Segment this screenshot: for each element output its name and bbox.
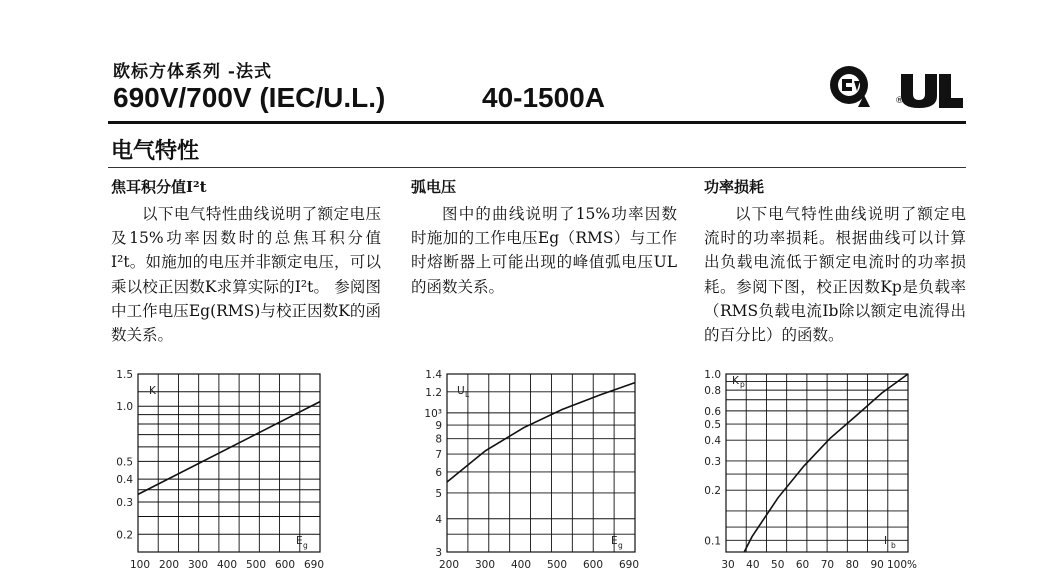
x-tick-label: 400 xyxy=(216,559,238,571)
x-axis-title: E xyxy=(611,535,618,547)
voltage-rating: 690V/700V (IEC/U.L.) xyxy=(113,82,386,113)
x-tick-label: 500 xyxy=(546,559,568,571)
chart-arc-voltage-svg xyxy=(405,362,645,577)
x-tick-label: 60 xyxy=(795,559,810,571)
arc-voltage-body: 图中的曲线说明了15%功率因数时施加的工作电压Eg（RMS）与工作时熔断器上可能出现的峰值弧电压UL的函数关系。 xyxy=(411,205,677,296)
chart-frame xyxy=(138,374,320,552)
y-tick-label: 8 xyxy=(435,433,442,446)
series-label: 欧标方体系列 -法式 xyxy=(113,62,272,82)
chart-power-loss-svg xyxy=(698,362,933,577)
y-tick-label: 0.5 xyxy=(704,419,721,432)
ul-logo xyxy=(897,70,967,114)
chart-arc-voltage xyxy=(405,362,645,581)
y-tick-label: 5 xyxy=(435,487,442,500)
y-tick-label: 1.5 xyxy=(116,369,133,381)
x-axis-title-sub: g xyxy=(303,541,308,550)
y-axis-title: U xyxy=(457,385,465,397)
y-tick-label: 0.2 xyxy=(704,485,721,498)
power-loss-body: 以下电气特性曲线说明了额定电流时的功率损耗。根据曲线可以计算出负载电流低于额定电流时的功率损耗。参阅下图，校正因数Kp是负载率（RMS负载电流Ib除以额定电流得出的百分比）的函数。 xyxy=(704,205,966,345)
x-tick-label: 600 xyxy=(582,559,604,571)
x-tick-label: 40 xyxy=(746,559,760,571)
x-tick-label: 600 xyxy=(274,559,296,571)
y-tick-label: 0.1 xyxy=(704,535,721,548)
i2t-body: 以下电气特性曲线说明了额定电压及15%功率因数时的总焦耳积分值I²t。如施加的电压并非额定电压，可以乘以校正因数K求算实际的I²t。 参阅图中工作电压Eg(RMS)与校正因数K的函数关系。 xyxy=(111,205,381,345)
x-tick-label: 300 xyxy=(187,559,209,571)
y-axis-title: K xyxy=(732,375,739,387)
column-power-loss xyxy=(704,176,966,347)
x-tick-label: 100% xyxy=(886,559,918,571)
column-i2t xyxy=(111,176,381,347)
section-title: 电气特性 xyxy=(111,138,200,164)
power-loss-heading: 功率损耗 xyxy=(704,178,765,196)
y-tick-label: 4 xyxy=(435,513,442,526)
column-arc-voltage xyxy=(411,176,677,299)
y-axis-title-sub: p xyxy=(740,380,745,389)
y-axis-title: K xyxy=(149,385,156,397)
x-axis-title: I xyxy=(884,535,888,547)
y-axis-title-sub: L xyxy=(465,390,470,399)
series-line xyxy=(447,383,635,482)
registered-mark: ® xyxy=(895,96,904,106)
x-axis-title-sub: g xyxy=(618,541,623,550)
x-tick-label: 30 xyxy=(721,559,735,571)
x-tick-label: 50 xyxy=(771,559,785,571)
y-tick-label: 1.0 xyxy=(704,369,721,381)
y-tick-label: 9 xyxy=(435,420,442,433)
x-tick-label: 300 xyxy=(474,559,496,571)
y-tick-label: 0.3 xyxy=(704,455,721,468)
product-title xyxy=(113,82,605,114)
y-tick-label: 7 xyxy=(435,449,442,462)
x-tick-label: 690 xyxy=(303,559,325,571)
x-tick-label: 80 xyxy=(845,559,859,571)
y-tick-label: 6 xyxy=(435,466,442,479)
x-tick-label: 500 xyxy=(245,559,267,571)
header-rule xyxy=(108,121,966,124)
y-tick-label: 0.3 xyxy=(116,497,133,510)
chart-frame xyxy=(447,374,635,552)
i2t-heading: 焦耳积分值I²t xyxy=(111,178,207,196)
y-tick-label: 0.4 xyxy=(704,435,721,448)
y-tick-label: 1.2 xyxy=(425,386,442,399)
y-tick-label: 1.4 xyxy=(425,369,442,381)
x-tick-label: 70 xyxy=(820,559,835,571)
chart-k-factor-svg xyxy=(105,362,335,577)
csa-logo xyxy=(828,65,880,113)
series-line xyxy=(744,374,908,552)
x-axis-title: E xyxy=(296,535,303,547)
current-range: 40-1500A xyxy=(482,82,605,113)
series-line xyxy=(138,402,320,495)
x-tick-label: 200 xyxy=(438,559,460,571)
y-tick-label: 10³ xyxy=(424,407,442,420)
chart-power-loss xyxy=(698,362,933,581)
y-tick-label: 0.5 xyxy=(116,456,133,469)
y-tick-label: 3 xyxy=(435,547,442,559)
y-tick-label: 1.0 xyxy=(116,401,133,414)
section-rule xyxy=(108,167,966,168)
x-tick-label: 90 xyxy=(870,559,884,571)
x-axis-title-sub: b xyxy=(891,541,896,550)
x-tick-label: 100 xyxy=(129,559,151,571)
x-tick-label: 690 xyxy=(618,559,640,571)
y-tick-label: 0.4 xyxy=(116,474,133,487)
chart-frame xyxy=(726,374,908,552)
arc-voltage-heading: 弧电压 xyxy=(411,178,457,196)
x-tick-label: 200 xyxy=(158,559,180,571)
y-tick-label: 0.2 xyxy=(116,529,133,542)
chart-k-factor xyxy=(105,362,335,581)
y-tick-label: 0.8 xyxy=(704,385,721,398)
x-tick-label: 400 xyxy=(510,559,532,571)
y-tick-label: 0.6 xyxy=(704,405,721,418)
